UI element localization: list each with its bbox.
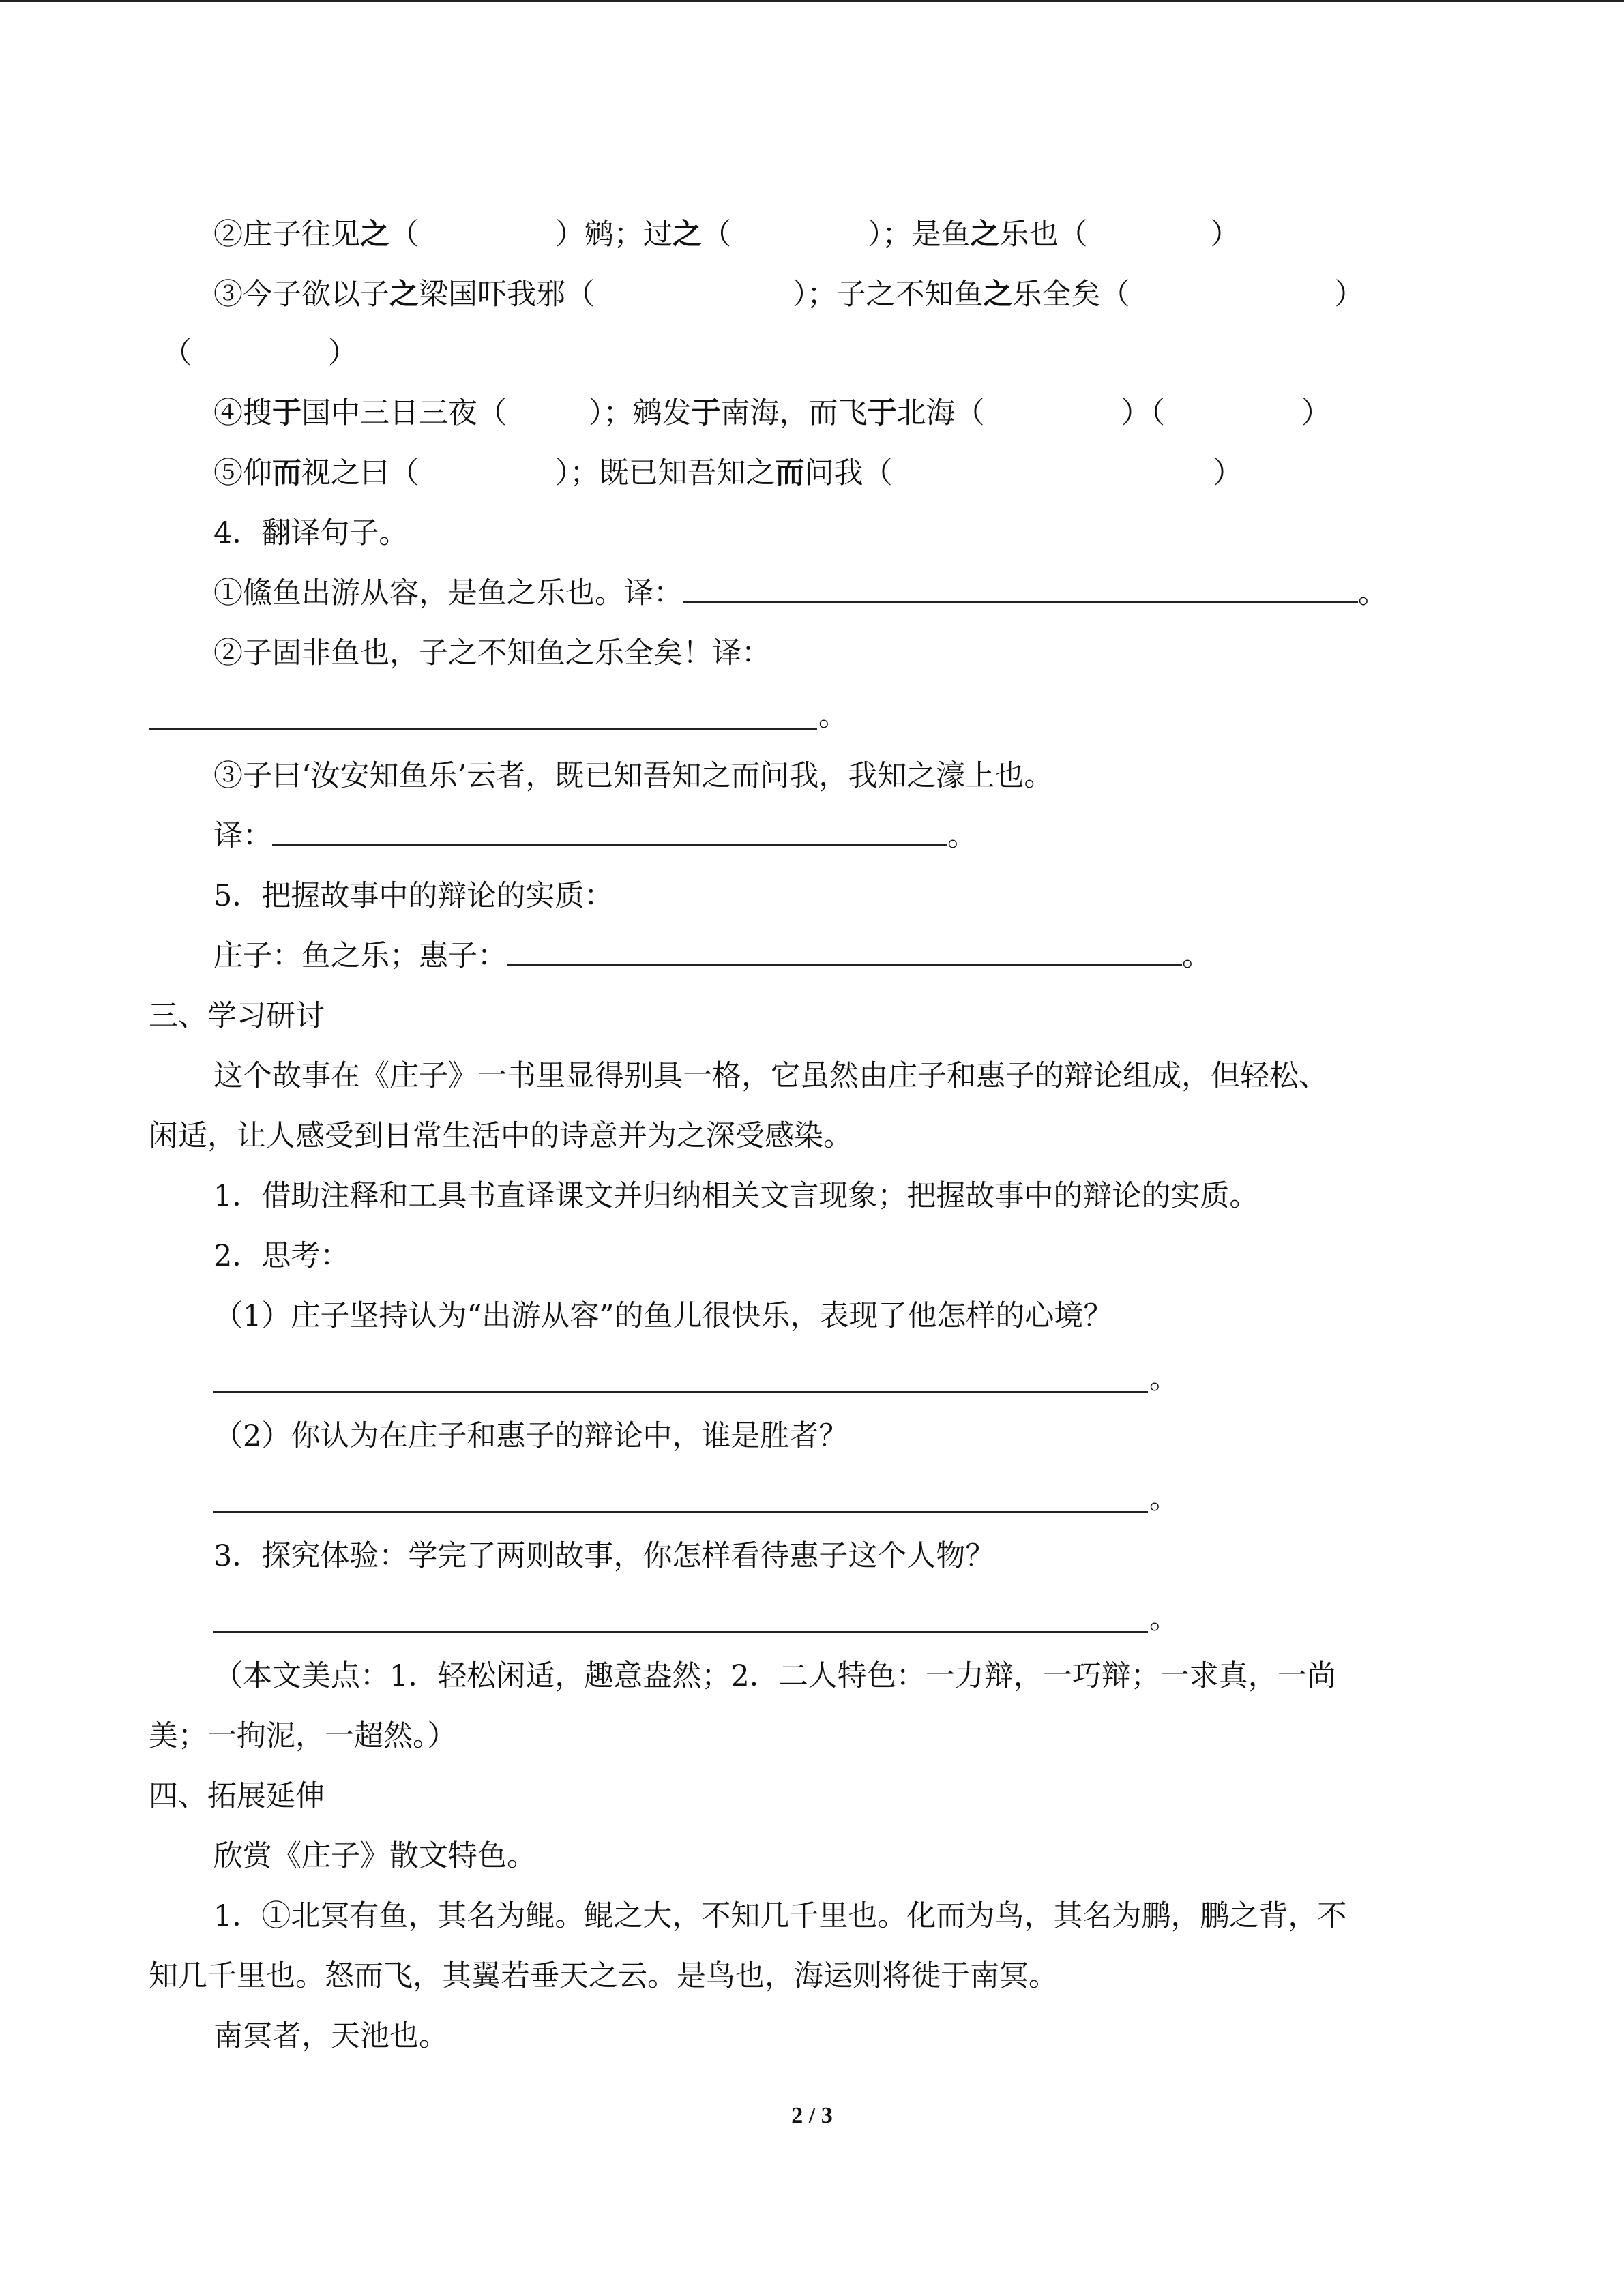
section-3-heading: 三、学习研讨 xyxy=(149,999,325,1033)
section-3-para-2: 闲适，让人感受到日常生活中的诗意并为之深受感染。 xyxy=(149,1119,853,1153)
q4-sentence-2: ②子固非鱼也，子之不知鱼之乐全矣！译： xyxy=(213,636,771,670)
section-3-item-1: 1．借助注释和工具书直译课文并归纳相关文言现象；把握故事中的辩论的实质。 xyxy=(213,1179,1259,1213)
answer-line[interactable] xyxy=(683,573,1358,603)
section-4-para-1: 1．①北冥有鱼，其名为鲲。鲲之大，不知几千里也。化而为鸟，其名为鹏，鹏之背，不 xyxy=(213,1899,1347,1933)
section-3-item-2: 2．思考： xyxy=(213,1239,350,1273)
q4-sentence-2-end: 。 xyxy=(818,699,848,733)
q4-sentence-3-answer: 译： 。 xyxy=(213,816,977,856)
q3-line-3: ③今子欲以子之梁国吓我邪（ ）；子之不知鱼之乐全矣（ ） xyxy=(213,278,1364,312)
q4-sentence-3: ③子曰‘汝安知鱼乐’云者，既已知吾知之而问我，我知之濠上也。 xyxy=(213,759,1054,793)
item-3-end: 。 xyxy=(1149,1602,1179,1636)
answer-line[interactable] xyxy=(272,816,947,846)
section-3-note-1: （本文美点：1．轻松闲适，趣意盎然；2．二人特色：一力辩，一巧辩；一求真，一尚 xyxy=(213,1659,1336,1693)
page-number: 2 / 3 xyxy=(791,2103,833,2128)
q3-line-2: ②庄子往见之（ ）鹓；过之（ ）；是鱼之乐也（ ） xyxy=(213,218,1240,252)
section-3-sub-2: （2）你认为在庄子和惠子的辩论中，谁是胜者？ xyxy=(213,1419,848,1453)
section-4-para-2: 知几千里也。怒而飞，其翼若垂天之云。是鸟也，海运则将徙于南冥。 xyxy=(149,1959,1058,1993)
sub-1-end: 。 xyxy=(1149,1362,1179,1396)
answer-line[interactable] xyxy=(149,728,817,730)
answer-line[interactable] xyxy=(213,1391,1148,1393)
q3-line-3b: （ ） xyxy=(162,336,357,370)
section-3-item-3: 3．探究体验：学完了两则故事，你怎样看待惠子这个人物？ xyxy=(213,1539,995,1573)
q5-title: 5．把握故事中的辩论的实质： xyxy=(213,879,614,913)
q4-title: 4．翻译句子。 xyxy=(213,516,409,550)
q3-line-4: ④搜于国中三日三夜（ ）；鹓发于南海，而飞于北海（ ）（ ） xyxy=(213,396,1331,430)
section-3-sub-1: （1）庄子坚持认为“出游从容”的鱼儿很快乐，表现了他怎样的心境？ xyxy=(213,1299,1113,1333)
q3-line-5: ⑤仰而视之曰（ ）；既已知吾知之而问我（ ） xyxy=(213,456,1243,490)
q5-line: 庄子：鱼之乐；惠子： 。 xyxy=(213,936,1211,976)
q4-sentence-1: ①鯈鱼出游从容，是鱼之乐也。译： 。 xyxy=(213,573,1387,614)
section-3-para-1: 这个故事在《庄子》一书里显得别具一格，它虽然由庄子和惠子的辩论组成，但轻松、 xyxy=(213,1059,1328,1093)
answer-line[interactable] xyxy=(507,936,1182,966)
answer-line[interactable] xyxy=(213,1511,1148,1513)
section-3-note-2: 美；一拘泥，一超然。） xyxy=(149,1719,457,1753)
page-top-border xyxy=(0,0,1624,2)
section-4-heading: 四、拓展延伸 xyxy=(149,1779,325,1813)
section-4-para-3: 南冥者，天池也。 xyxy=(213,2019,448,2053)
sub-2-end: 。 xyxy=(1149,1482,1179,1516)
section-4-intro: 欣赏《庄子》散文特色。 xyxy=(213,1839,536,1873)
answer-line[interactable] xyxy=(213,1631,1148,1633)
